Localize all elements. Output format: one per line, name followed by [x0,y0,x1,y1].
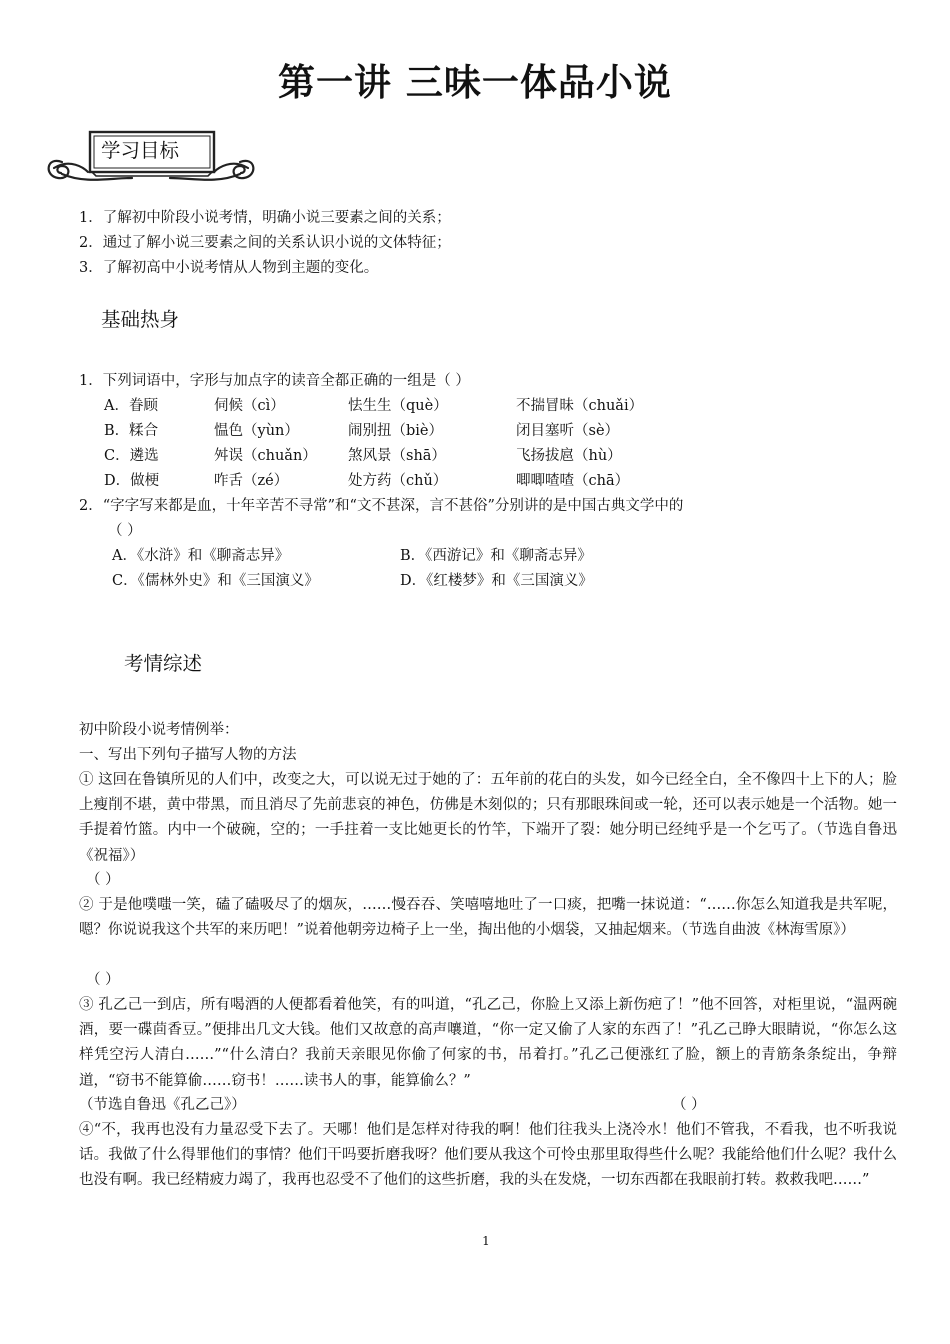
q1-option-c-word4: 飞扬拔扈（hù） [516,448,622,464]
q1-option-a-word1: A．眷顾 [104,398,158,414]
passage-3: ③ 孔乙己一到店，所有喝酒的人便都看着他笑，有的叫道，“孔乙己，你脸上又添上新伤疤了！”他不回答，对柜里说，“温两碗酒，要一碟茴香豆。”便排出几文大钱。他们又故意的高声嚷道，“你一定又偷了人家的东西了！”孔乙己睁大眼睛说，“你怎么这样凭空污人清白……”“什么清白？我前天亲眼见你偷了何家的书，吊着打。”孔乙己便涨红了脸，额上的青筋条条绽出，争辩道，“窃书不能算偷……窃书！……读书人的事，能算偷么？” [79,997,897,1089]
q1-option-a-word4: 不揣冒昧（chuǎi） [516,398,644,414]
objectives-heading: 学习目标 [101,139,180,162]
question-2-paren: （ ） [108,523,142,539]
overview-heading: 考情综述 [124,652,203,675]
q2-option-c: C．《儒林外史》和《三国演义》 [112,573,319,589]
q1-option-a-word2: 伺候（cì） [214,398,285,414]
objective-item: 2．通过了解小说三要素之间的关系认识小说的文体特征； [79,235,451,251]
passage-3-source: （节选自鲁迅《孔乙己》） [79,1097,246,1113]
q1-option-c-word2: 舛误（chuǎn） [214,448,317,464]
q1-option-b-word2: 愠色（yùn） [214,423,299,439]
q1-option-b-word4: 闭目塞听（sè） [516,423,620,439]
passage-4: ④“不，我再也没有力量忍受下去了。天哪！他们是怎样对待我的啊！他们往我头上浇冷水！他们不管我，不看我，也不听我说话。我做了什么得罪他们的事情？他们干吗要折磨我呀？他们要从我这个可怜虫那里取得些什么呢？我能给他们什么呢？我什么也没有啊。我已经精疲力竭了，我再也忍受不了他们的这些折磨，我的头在发烧，一切东西都在我眼前打转。救救我吧……” [79,1122,897,1189]
q1-option-a-word3: 怯生生（què） [348,398,448,414]
overview-intro: 初中阶段小说考情例举： [79,722,239,738]
q1-option-d-word1: D．做梗 [104,473,160,489]
objective-item: 3．了解初高中小说考情从人物到主题的变化。 [79,260,379,276]
q1-option-d-word3: 处方药（chǔ） [348,473,448,489]
page-title: 第一讲 三味一体品小说 [278,61,672,104]
q1-option-d-word4: 唧唧喳喳（chā） [516,473,630,489]
question-1-stem: 1．下列词语中，字形与加点字的读音全都正确的一组是（ ） [79,373,470,389]
q2-option-a: A．《水浒》和《聊斋志异》 [112,548,290,564]
section-heading: 一、写出下列句子描写人物的方法 [79,747,297,763]
warmup-heading: 基础热身 [101,308,180,331]
q1-option-c-word3: 煞风景（shā） [348,448,446,464]
q1-option-b-word1: B．糅合 [104,423,159,439]
q2-option-d: D．《红楼梦》和《三国演义》 [400,573,593,589]
q1-option-c-word1: C．遴选 [104,448,159,464]
answer-blank: （ ） [86,872,120,888]
page-number: 1 [482,1234,490,1248]
answer-blank: （ ） [672,1097,706,1113]
answer-blank: （ ） [86,972,120,988]
passage-2: ② 于是他噗嗤一笑，磕了磕吸尽了的烟灰，……慢吞吞、笑嘻嘻地吐了一口痰，把嘴一抹说道：“……你怎么知道我是共军呢，嗯？你说说我这个共军的来历吧！”说着他朝旁边椅子上一坐，掏出他的小烟袋，又抽起烟来。（节选自曲波《林海雪原》） [79,897,897,939]
q1-option-d-word2: 咋舌（zé） [214,473,289,489]
q1-option-b-word3: 闹别扭（biè） [348,423,444,439]
q2-option-b: B．《西游记》和《聊斋志异》 [400,548,592,564]
passage-1: ① 这回在鲁镇所见的人们中，改变之大，可以说无过于她的了：五年前的花白的头发，如今已经全白，全不像四十上下的人；脸上瘦削不堪，黄中带黑，而且消尽了先前悲哀的神色，仿佛是木刻似的；只有那眼珠间或一轮，还可以表示她是一个活物。她一手提着竹篮。内中一个破碗，空的；一手拄着一支比她更长的竹竿，下端开了裂：她分明已经纯乎是一个乞丐了。（节选自鲁迅《祝福》） [79,772,897,864]
objective-item: 1．了解初中阶段小说考情，明确小说三要素之间的关系； [79,210,451,226]
question-2-stem: 2．“字字写来都是血，十年辛苦不寻常”和“文不甚深，言不甚俗”分别讲的是中国古典文学中的 [79,498,684,514]
